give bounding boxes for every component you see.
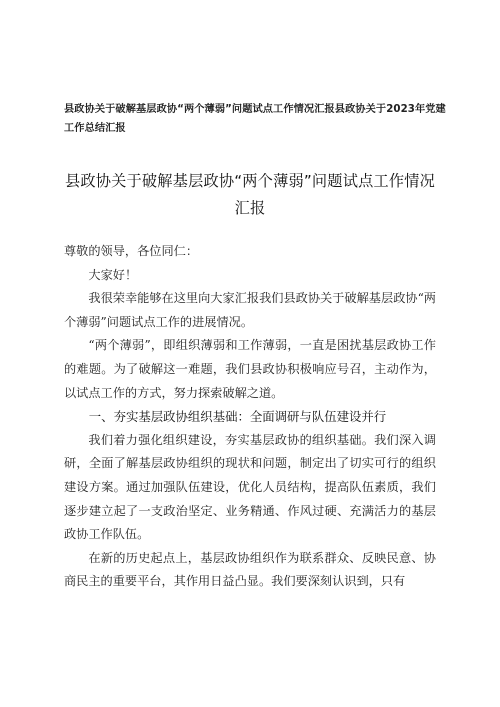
paragraph-two-weaknesses: “两个薄弱”，即组织薄弱和工作薄弱，一直是困扰基层政协工作的难题。为了破解这一难题，我们县政协积极响应号召，主动作为，以试点工作的方式，努力探索破解之道。 [64,338,436,400]
paragraph-intro: 我很荣幸能够在这里向大家汇报我们县政协关于破解基层政协“两个薄弱”问题试点工作的进展情况。 [64,291,436,329]
document-body [64,240,436,594]
document-header: 县政协关于破解基层政协“两个薄弱”问题试点工作情况汇报县政协关于2023年党建工作总结汇报 [64,104,446,134]
greeting: 大家好！ [88,267,138,282]
document-title: 县政协关于破解基层政协“两个薄弱”问题试点工作情况汇报 [64,172,436,217]
paragraph-organization: 我们着力强化组织建设，夯实基层政协的组织基础。我们深入调研，全面了解基层政协组织的现状和问题，制定出了切实可行的组织建设方案。通过加强队伍建设，优化人员结构，提高队伍素质，我们逐步建立起了一支政治坚定、业务精通、作风过硬、充满活力的基层政协工作队伍。 [64,432,436,542]
salutation: 尊敬的领导，各位同仁： [64,244,199,258]
section-heading-1: 一、夯实基层政协组织基础：全面调研与队伍建设并行 [88,409,387,425]
paragraph-new-starting-point: 在新的历史起点上，基层政协组织作为联系群众、反映民意、协商民主的重要平台，其作用日益凸显。我们要深刻认识到，只有 [64,550,436,589]
